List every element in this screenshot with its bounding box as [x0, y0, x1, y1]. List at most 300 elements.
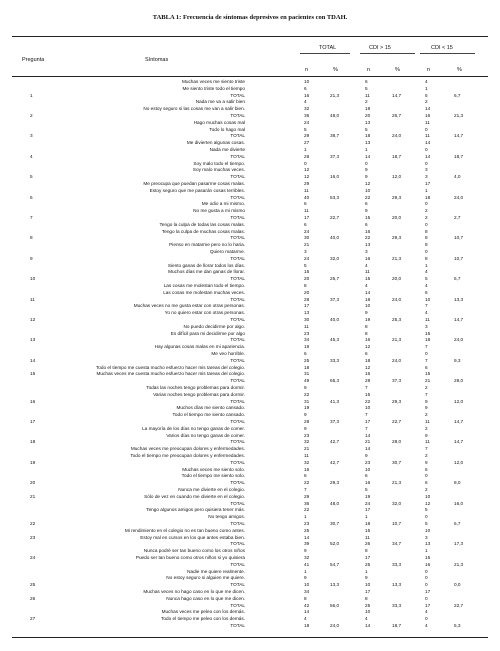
- question-number: 12: [30, 317, 36, 322]
- table-cell: 6: [304, 221, 307, 227]
- header-pregunta: Pregunta: [22, 57, 45, 63]
- symptom-label: Nunca me divierte en el colegio.: [178, 487, 245, 492]
- table-cell: 3: [425, 534, 428, 540]
- symptom-label: Sólo de vez en cuando me divierte en el colegio.: [144, 493, 245, 499]
- table-cell: 13,3: [454, 296, 464, 302]
- table-cell: 0: [425, 514, 428, 520]
- table-cell: 12: [425, 500, 431, 506]
- table-cell: 4: [425, 609, 428, 615]
- table-cell: 6: [425, 364, 428, 370]
- table-cell: 41: [304, 561, 310, 567]
- table-cell: 30: [304, 235, 310, 241]
- symptom-label: TOTAL: [230, 235, 245, 241]
- question-number: 7: [30, 215, 33, 220]
- table-cell: 7: [425, 344, 428, 350]
- table-cell: 14: [304, 609, 310, 615]
- table-cell: 20,0: [392, 215, 402, 220]
- table-cell: 10,7: [454, 235, 464, 241]
- table-cell: 7: [365, 425, 368, 431]
- table-cell: 15: [365, 527, 371, 533]
- table-cell: 2: [425, 385, 428, 390]
- table-cell: 14,7: [454, 439, 464, 445]
- symptom-label: Tengo la culpa de todas las cosas malas.: [159, 221, 245, 227]
- table-cell: 34: [304, 337, 310, 343]
- table-cell: 28,0: [454, 378, 464, 384]
- table-cell: 31: [304, 371, 310, 377]
- symptom-label: Las cosas me molestan todo el tiempo.: [163, 283, 245, 288]
- table-cell: 37,3: [330, 153, 340, 159]
- symptom-label: Me veo horrible.: [211, 351, 245, 356]
- question-number: 27: [30, 616, 36, 622]
- table-cell: 17: [425, 589, 431, 594]
- table-cell: 6: [304, 85, 307, 91]
- symptom-label: Hay algunas cosas malas en mi apariencia.: [154, 344, 245, 350]
- table-cell: 5,3: [454, 623, 461, 628]
- table-cell: 8: [425, 228, 428, 234]
- symptom-label: No tengo amigos.: [208, 514, 245, 520]
- symptom-label: TOTAL: [230, 623, 245, 628]
- symptom-label: TOTAL: [230, 215, 245, 220]
- table-cell: 10: [365, 405, 371, 411]
- question-number: 26: [30, 595, 36, 601]
- table-cell: 12,0: [454, 398, 464, 404]
- table-cell: 8: [425, 235, 428, 241]
- question-number: 10: [30, 276, 36, 282]
- symptom-label: Muchos días me dan ganas de llorar.: [168, 269, 245, 275]
- table-cell: 10: [425, 527, 431, 533]
- table-cell: 18: [425, 337, 431, 343]
- table-cell: 1: [425, 262, 428, 268]
- table-cell: 41,3: [330, 398, 340, 404]
- table-cell: 0: [425, 126, 428, 132]
- table-cell: 9: [304, 575, 307, 581]
- table-cell: 4: [425, 310, 428, 316]
- table-cell: 6: [365, 473, 368, 479]
- question-number: 16: [30, 398, 36, 404]
- symptom-label: TOTAL: [230, 255, 245, 261]
- table-cell: 14: [304, 534, 310, 540]
- table-cell: 20,0: [392, 276, 402, 282]
- table-cell: 15: [425, 555, 431, 560]
- table-cell: 48,0: [330, 113, 340, 118]
- symptom-label: Nunca podré ser tan bueno como los otros niños: [143, 548, 245, 554]
- table-cell: 32: [304, 106, 310, 112]
- table-cell: 11: [304, 453, 309, 458]
- header-total: TOTAL: [319, 45, 337, 51]
- table-cell: 65,3: [330, 378, 340, 384]
- table-cell: 6: [365, 221, 368, 227]
- table-cell: 6: [425, 480, 428, 486]
- table-cell: 20: [365, 113, 371, 118]
- table-cell: 3: [425, 323, 428, 329]
- table-cell: 19: [365, 493, 371, 499]
- table-cell: 13: [365, 242, 371, 248]
- table-cell: 33,3: [392, 602, 402, 608]
- table-cell: 15: [425, 330, 431, 336]
- table-cell: 15: [365, 215, 371, 220]
- symptom-label: Tengo la culpa de muchas cosas malas.: [161, 228, 245, 234]
- table-cell: 11: [425, 133, 430, 139]
- table-cell: 5: [425, 92, 428, 98]
- symptom-label: Muchas veces me cuesta mucho esfuerzo hacer mis tareas del colegio.: [96, 371, 245, 377]
- table-cell: 9: [365, 575, 368, 581]
- table-cell: 28: [304, 153, 310, 159]
- table-cell: 12,0: [392, 174, 402, 180]
- subheader-low-pct: %: [457, 67, 462, 73]
- symptom-label: TOTAL: [230, 113, 245, 118]
- table-cell: 18: [365, 296, 371, 302]
- table-cell: 10: [304, 79, 310, 84]
- table-cell: 28: [304, 419, 310, 424]
- table-cell: 16: [365, 337, 371, 343]
- symptom-label: Me odio a mi mismo.: [201, 201, 245, 207]
- table-cell: 6: [365, 79, 368, 84]
- table-cell: 0: [365, 160, 368, 166]
- table-cell: 21,3: [392, 337, 402, 343]
- table-cell: 9: [365, 208, 368, 214]
- table-cell: 22: [304, 507, 310, 513]
- table-cell: 6,7: [454, 521, 461, 526]
- table-cell: 10: [425, 296, 431, 302]
- table-cell: 22: [304, 391, 310, 397]
- table-cell: 29: [304, 133, 310, 139]
- table-cell: 30,7: [392, 459, 402, 465]
- table-cell: 30,7: [330, 521, 340, 526]
- table-cell: 1: [304, 147, 307, 152]
- table-cell: 8: [304, 283, 307, 288]
- table-cell: 11: [425, 419, 430, 424]
- table-cell: 0: [425, 201, 428, 207]
- table-cell: 7: [425, 391, 428, 397]
- table-cell: 6,7: [454, 276, 461, 282]
- table-cell: 53,3: [330, 194, 340, 200]
- question-number: 22: [30, 521, 36, 526]
- table-cell: 3: [365, 249, 368, 254]
- table-cell: 5: [365, 85, 368, 91]
- question-number: 11: [30, 296, 35, 302]
- symptom-label: Me preocupa que puedan pasarme cosas malas.: [143, 181, 245, 186]
- table-cell: 36: [304, 500, 310, 506]
- question-number: 8: [30, 235, 33, 241]
- question-number: 21: [30, 493, 36, 499]
- table-cell: 17: [425, 602, 431, 608]
- table-cell: 6: [365, 351, 368, 356]
- table-cell: 18,7: [392, 153, 402, 159]
- table-cell: 1: [365, 514, 368, 520]
- symptom-label: Varios días no tengo ganas de comer.: [166, 432, 245, 438]
- table-cell: 14,7: [454, 419, 464, 424]
- symptom-label: TOTAL: [230, 174, 245, 180]
- header-cdi-high: CDI > 15: [369, 45, 391, 51]
- table-cell: 18: [425, 194, 431, 200]
- table-cell: 9,3: [454, 357, 461, 363]
- table-cell: 0: [425, 595, 428, 601]
- table-cell: 25: [365, 561, 371, 567]
- symptom-label: Todas las noches tengo problemas para dormir.: [146, 385, 245, 390]
- table-cell: 32,0: [392, 500, 402, 506]
- table-cell: 21: [304, 242, 310, 248]
- table-cell: 0: [425, 473, 428, 479]
- table-cell: 26: [365, 541, 371, 547]
- table-cell: 7: [365, 385, 368, 390]
- table-cell: 17: [365, 507, 371, 513]
- table-cell: 29: [304, 493, 310, 499]
- subheader-total-n: n: [305, 67, 309, 73]
- table-cell: 24,0: [330, 623, 340, 628]
- table-cell: 0: [425, 221, 428, 227]
- table-cell: 2: [425, 453, 428, 458]
- question-number: 6: [30, 194, 33, 200]
- table-cell: 0,0: [454, 582, 461, 588]
- table-cell: 7: [425, 357, 428, 363]
- table-cell: 56,0: [330, 602, 340, 608]
- table-cell: 10: [304, 582, 310, 588]
- symptom-label: Las cosas me molestan muchas veces.: [163, 289, 245, 295]
- table-cell: 9: [365, 310, 368, 316]
- table-cell: 14,7: [454, 317, 464, 322]
- table-cell: 28: [304, 296, 310, 302]
- table-cell: 5: [425, 521, 428, 526]
- symptom-label: La mayoría de los días no tengo ganas de comer.: [142, 425, 245, 431]
- table-cell: 22,7: [454, 602, 464, 608]
- table-cell: 21: [304, 446, 310, 452]
- table-cell: 7: [304, 487, 307, 492]
- table-cell: 16,0: [454, 500, 464, 506]
- table-cell: 14,7: [454, 133, 464, 139]
- table-cell: 13: [425, 541, 431, 547]
- symptom-label: Todo el tiempo me cuesta mucho esfuerzo hacer mis tareas del colegio.: [95, 364, 245, 370]
- table-cell: 16: [365, 371, 371, 377]
- table-cell: 24: [304, 119, 310, 125]
- symptom-label: Todo el tiempo me siento solo.: [181, 473, 245, 479]
- table-cell: 14: [365, 432, 371, 438]
- table-cell: 11: [425, 439, 430, 445]
- table-cell: 9: [425, 405, 428, 411]
- table-cell: 8: [365, 595, 368, 601]
- table-cell: 32: [304, 555, 310, 560]
- symptom-label: TOTAL: [230, 541, 245, 547]
- table-cell: 4,0: [454, 174, 461, 180]
- table-cell: 40,0: [330, 317, 340, 322]
- table-cell: 3: [304, 249, 307, 254]
- table-cell: 18: [304, 623, 310, 628]
- table-cell: 49: [304, 378, 310, 384]
- symptom-label: TOTAL: [230, 561, 245, 567]
- subheader-high-pct: %: [395, 67, 400, 73]
- table-cell: 10,7: [454, 255, 464, 261]
- symptom-label: TOTAL: [230, 378, 245, 384]
- table-cell: 4: [425, 283, 428, 288]
- table-cell: 15: [304, 269, 310, 275]
- table-cell: 24,0: [454, 194, 464, 200]
- table-cell: 1: [425, 548, 428, 554]
- table-cell: 6: [365, 201, 368, 207]
- table-cell: 18: [365, 106, 371, 112]
- symptom-label: Siento ganas de llorar todos los días.: [167, 262, 245, 268]
- table-cell: 1: [365, 147, 368, 152]
- table-cell: 42,7: [330, 459, 340, 465]
- symptom-label: No puedo decidirme por algo.: [183, 323, 245, 329]
- table-cell: 5: [425, 507, 428, 513]
- table-bottom-rule: [12, 637, 488, 638]
- symptom-label: Me siento triste todo el tiempo: [182, 85, 245, 91]
- question-number: 15: [30, 371, 36, 377]
- table-cell: 12: [365, 344, 371, 350]
- table-cell: 3: [425, 167, 428, 173]
- table-cell: 40,0: [330, 235, 340, 241]
- table-cell: 16: [365, 255, 371, 261]
- table-cell: 14: [365, 289, 371, 295]
- table-cell: 0: [425, 351, 428, 356]
- table-cell: 4: [425, 79, 428, 84]
- table-cell: 14: [425, 153, 431, 159]
- table-cell: 5: [365, 126, 368, 132]
- table-cell: 12: [365, 364, 371, 370]
- table-cell: 4: [425, 623, 428, 628]
- table-cell: 24: [304, 255, 310, 261]
- table-cell: 9: [365, 174, 368, 180]
- table-cell: 36: [304, 113, 310, 118]
- table-cell: 9: [304, 425, 307, 431]
- table-cell: 8: [304, 595, 307, 601]
- symptom-label: Es difícil para mi decidirme por algo: [170, 330, 245, 336]
- table-cell: 22: [365, 235, 371, 241]
- table-cell: 11: [425, 317, 430, 322]
- table-cell: 6: [425, 466, 428, 472]
- table-cell: 10: [365, 303, 371, 309]
- header-sintomas: Síntomas: [145, 57, 169, 63]
- table-cell: 8: [365, 548, 368, 554]
- table-cell: 26,7: [330, 276, 340, 282]
- table-cell: 29,3: [330, 480, 340, 486]
- symptom-label: Pienso en matarme pero no lo haria.: [169, 242, 245, 248]
- symptom-label: Me divierten algunas cosas.: [186, 140, 245, 146]
- table-cell: 18: [365, 357, 371, 363]
- symptom-label: No estoy seguro si alguien me quiere.: [166, 575, 245, 581]
- table-cell: 8,0: [454, 480, 461, 486]
- table-cell: 9: [425, 398, 428, 404]
- symptom-label: TOTAL: [230, 276, 245, 282]
- table-cell: 48,0: [330, 500, 340, 506]
- table-cell: 0: [425, 616, 428, 622]
- table-cell: 0: [425, 249, 428, 254]
- symptom-label: No me gusta a mi mismo: [193, 208, 245, 214]
- table-cell: 16: [425, 113, 431, 118]
- table-cell: 6: [425, 289, 428, 295]
- table-cell: 21,3: [392, 480, 402, 486]
- table-cell: 11: [304, 208, 309, 214]
- question-number: 2: [30, 113, 33, 118]
- table-cell: 11: [304, 323, 309, 329]
- symptom-label: Soy malo muchas veces.: [192, 167, 245, 173]
- table-cell: 1: [365, 568, 368, 574]
- table-title: TABLA 1: Frecuencia de síntomas depresivos en pacientes con TDAH.: [152, 14, 348, 21]
- symptom-label: Nada me va a salir bien: [195, 99, 245, 105]
- table-cell: 4: [304, 99, 307, 105]
- table-cell: 8: [365, 323, 368, 329]
- table-cell: 33,3: [392, 561, 402, 567]
- table-cell: 18: [365, 133, 371, 139]
- table-cell: 10,7: [392, 521, 402, 526]
- table-cell: 4: [425, 269, 428, 275]
- table-cell: 6: [304, 351, 307, 356]
- table-cell: 21: [365, 439, 371, 445]
- symptom-label: TOTAL: [230, 337, 245, 343]
- table-cell: 37,3: [392, 378, 402, 384]
- symptom-label: Yo no quiero estar con otras personas.: [164, 310, 245, 316]
- table-cell: 2: [425, 208, 428, 214]
- table-cell: 13: [365, 119, 371, 125]
- table-cell: 14: [365, 623, 371, 628]
- table-cell: 7: [425, 446, 428, 452]
- table-cell: 11: [365, 269, 370, 275]
- table-cell: 22: [365, 194, 371, 200]
- table-cell: 16: [365, 228, 371, 234]
- table-cell: 20: [304, 276, 310, 282]
- table-cell: 52,0: [330, 541, 340, 547]
- table-cell: 33,3: [330, 357, 340, 363]
- table-cell: 23: [304, 521, 310, 526]
- table-cell: 32,0: [330, 255, 340, 261]
- table-cell: 15: [365, 276, 371, 282]
- table-cell: 17,3: [454, 541, 464, 547]
- table-cell: 0: [425, 160, 428, 166]
- symptom-label: Muchas veces me siento triste: [181, 79, 245, 84]
- table-cell: 22: [304, 480, 310, 486]
- table-cell: 4: [365, 616, 368, 622]
- table-cell: 13,3: [392, 582, 402, 588]
- table-cell: 0: [304, 160, 307, 166]
- table-cell: 15: [365, 391, 371, 397]
- table-cell: 15: [425, 371, 431, 377]
- symptom-label: TOTAL: [230, 296, 245, 302]
- table-cell: 32: [304, 459, 310, 465]
- table-cell: 11: [425, 119, 430, 125]
- table-cell: 3: [425, 174, 428, 180]
- symptom-label: Nada me divierte: [209, 147, 245, 152]
- table-cell: 10: [365, 187, 371, 193]
- table-cell: 24: [304, 228, 310, 234]
- symptom-label: No estoy seguro si las cosas me van a salir bien.: [143, 106, 245, 112]
- question-number: 3: [30, 133, 33, 139]
- table-cell: 14: [425, 106, 431, 112]
- question-number: 20: [30, 480, 36, 486]
- table-cell: 17: [304, 215, 310, 220]
- table-cell: 12: [304, 174, 310, 180]
- table-cell: 10: [365, 609, 371, 615]
- symptom-label: TOTAL: [230, 398, 245, 404]
- table-cell: 16: [365, 480, 371, 486]
- symptom-label: TOTAL: [230, 153, 245, 159]
- table-cell: 23: [365, 459, 371, 465]
- table-cell: 24,0: [392, 296, 402, 302]
- symptom-label: TOTAL: [230, 500, 245, 506]
- table-cell: 6: [304, 201, 307, 207]
- table-cell: 2: [425, 215, 428, 220]
- table-cell: 16: [425, 561, 431, 567]
- table-cell: 25: [365, 602, 371, 608]
- table-cell: 1: [304, 514, 307, 520]
- table-cell: 21,3: [454, 113, 464, 118]
- table-cell: 34,7: [392, 541, 402, 547]
- table-cell: 29: [304, 181, 310, 186]
- table-cell: 0: [425, 568, 428, 574]
- symptom-label: Muchas veces no hago caso en lo que me dicen.: [143, 589, 245, 594]
- table-cell: 29,3: [392, 235, 402, 241]
- symptom-label: Puedo ser tan bueno como otros niños si yo quisiera: [135, 555, 245, 560]
- table-cell: 18,7: [454, 153, 464, 159]
- table-cell: 9: [425, 459, 428, 465]
